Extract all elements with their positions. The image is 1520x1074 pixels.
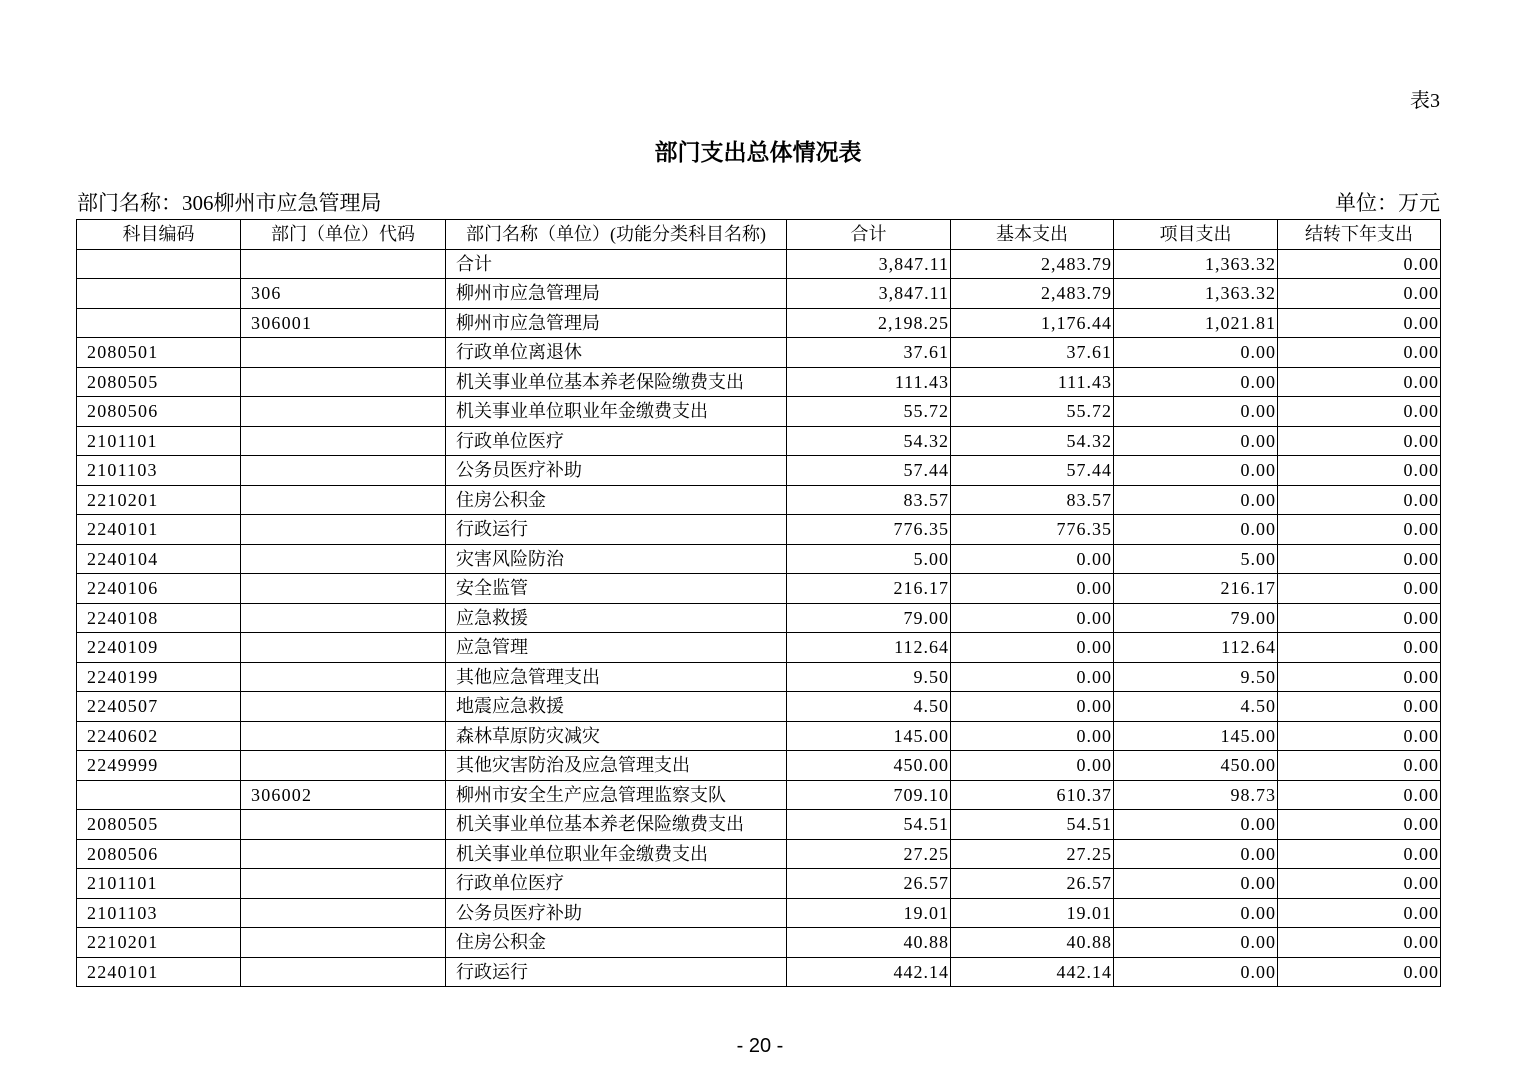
cell-subject-code xyxy=(77,249,241,279)
cell-carryover-expenditure: 0.00 xyxy=(1278,456,1441,486)
cell-project-expenditure: 0.00 xyxy=(1114,397,1278,427)
cell-unit-code xyxy=(241,662,446,692)
cell-unit-code xyxy=(241,544,446,574)
cell-item-name: 合计 xyxy=(446,249,787,279)
cell-unit-code: 306001 xyxy=(241,308,446,338)
table-row xyxy=(77,603,1441,633)
cell-subject-code: 2240602 xyxy=(77,721,241,751)
cell-basic-expenditure: 54.32 xyxy=(951,426,1114,456)
cell-total: 54.51 xyxy=(787,810,951,840)
cell-subject-code: 2080506 xyxy=(77,839,241,869)
cell-total: 3,847.11 xyxy=(787,249,951,279)
cell-unit-code xyxy=(241,249,446,279)
cell-unit-code xyxy=(241,603,446,633)
cell-total: 216.17 xyxy=(787,574,951,604)
cell-unit-code xyxy=(241,810,446,840)
cell-basic-expenditure: 0.00 xyxy=(951,574,1114,604)
cell-item-name: 柳州市应急管理局 xyxy=(446,308,787,338)
table-row xyxy=(77,515,1441,545)
cell-carryover-expenditure: 0.00 xyxy=(1278,810,1441,840)
cell-subject-code: 2240101 xyxy=(77,957,241,987)
cell-unit-code xyxy=(241,574,446,604)
cell-project-expenditure: 0.00 xyxy=(1114,338,1278,368)
cell-basic-expenditure: 57.44 xyxy=(951,456,1114,486)
cell-project-expenditure: 0.00 xyxy=(1114,367,1278,397)
cell-unit-code: 306 xyxy=(241,279,446,309)
cell-project-expenditure: 98.73 xyxy=(1114,780,1278,810)
cell-unit-code xyxy=(241,367,446,397)
cell-project-expenditure: 216.17 xyxy=(1114,574,1278,604)
cell-basic-expenditure: 37.61 xyxy=(951,338,1114,368)
cell-project-expenditure: 112.64 xyxy=(1114,633,1278,663)
cell-basic-expenditure: 2,483.79 xyxy=(951,249,1114,279)
cell-project-expenditure: 145.00 xyxy=(1114,721,1278,751)
cell-basic-expenditure: 54.51 xyxy=(951,810,1114,840)
cell-unit-code xyxy=(241,898,446,928)
cell-item-name: 机关事业单位职业年金缴费支出 xyxy=(446,397,787,427)
cell-item-name: 其他应急管理支出 xyxy=(446,662,787,692)
cell-unit-code xyxy=(241,928,446,958)
cell-subject-code: 2240101 xyxy=(77,515,241,545)
cell-project-expenditure: 0.00 xyxy=(1114,485,1278,515)
cell-subject-code: 2080505 xyxy=(77,810,241,840)
cell-subject-code: 2080501 xyxy=(77,338,241,368)
cell-basic-expenditure: 2,483.79 xyxy=(951,279,1114,309)
cell-carryover-expenditure: 0.00 xyxy=(1278,279,1441,309)
table-row xyxy=(77,957,1441,987)
cell-basic-expenditure: 0.00 xyxy=(951,692,1114,722)
cell-project-expenditure: 0.00 xyxy=(1114,456,1278,486)
cell-item-name: 其他灾害防治及应急管理支出 xyxy=(446,751,787,781)
table-row xyxy=(77,338,1441,368)
cell-total: 26.57 xyxy=(787,869,951,899)
table-row xyxy=(77,367,1441,397)
expenditure-table xyxy=(76,219,1441,987)
cell-subject-code: 2080506 xyxy=(77,397,241,427)
cell-total: 83.57 xyxy=(787,485,951,515)
cell-subject-code xyxy=(77,780,241,810)
cell-total: 54.32 xyxy=(787,426,951,456)
cell-carryover-expenditure: 0.00 xyxy=(1278,603,1441,633)
cell-project-expenditure: 1,363.32 xyxy=(1114,279,1278,309)
cell-unit-code xyxy=(241,839,446,869)
cell-subject-code: 2240507 xyxy=(77,692,241,722)
cell-carryover-expenditure: 0.00 xyxy=(1278,692,1441,722)
cell-carryover-expenditure: 0.00 xyxy=(1278,515,1441,545)
cell-project-expenditure: 0.00 xyxy=(1114,928,1278,958)
cell-carryover-expenditure: 0.00 xyxy=(1278,957,1441,987)
cell-project-expenditure: 0.00 xyxy=(1114,869,1278,899)
cell-total: 111.43 xyxy=(787,367,951,397)
cell-carryover-expenditure: 0.00 xyxy=(1278,397,1441,427)
cell-basic-expenditure: 0.00 xyxy=(951,603,1114,633)
cell-item-name: 行政运行 xyxy=(446,957,787,987)
cell-item-name: 柳州市应急管理局 xyxy=(446,279,787,309)
table-row xyxy=(77,633,1441,663)
cell-subject-code: 2210201 xyxy=(77,485,241,515)
cell-total: 27.25 xyxy=(787,839,951,869)
cell-basic-expenditure: 610.37 xyxy=(951,780,1114,810)
cell-subject-code: 2240104 xyxy=(77,544,241,574)
cell-unit-code: 306002 xyxy=(241,780,446,810)
cell-carryover-expenditure: 0.00 xyxy=(1278,485,1441,515)
cell-basic-expenditure: 83.57 xyxy=(951,485,1114,515)
cell-item-name: 应急管理 xyxy=(446,633,787,663)
table-row xyxy=(77,308,1441,338)
cell-project-expenditure: 4.50 xyxy=(1114,692,1278,722)
cell-project-expenditure: 0.00 xyxy=(1114,810,1278,840)
cell-basic-expenditure: 19.01 xyxy=(951,898,1114,928)
cell-item-name: 柳州市安全生产应急管理监察支队 xyxy=(446,780,787,810)
header-unit-code: 部门（单位）代码 xyxy=(241,220,446,250)
cell-project-expenditure: 450.00 xyxy=(1114,751,1278,781)
cell-basic-expenditure: 0.00 xyxy=(951,751,1114,781)
cell-unit-code xyxy=(241,721,446,751)
cell-item-name: 森林草原防灾减灾 xyxy=(446,721,787,751)
cell-subject-code: 2249999 xyxy=(77,751,241,781)
cell-item-name: 公务员医疗补助 xyxy=(446,898,787,928)
table-row xyxy=(77,397,1441,427)
cell-subject-code xyxy=(77,308,241,338)
cell-item-name: 行政单位离退休 xyxy=(446,338,787,368)
cell-total: 145.00 xyxy=(787,721,951,751)
cell-unit-code xyxy=(241,515,446,545)
table-row xyxy=(77,249,1441,279)
table-row xyxy=(77,780,1441,810)
table-row xyxy=(77,751,1441,781)
cell-carryover-expenditure: 0.00 xyxy=(1278,308,1441,338)
header-subject-code: 科目编码 xyxy=(77,220,241,250)
cell-total: 79.00 xyxy=(787,603,951,633)
cell-item-name: 安全监管 xyxy=(446,574,787,604)
table-row xyxy=(77,928,1441,958)
cell-project-expenditure: 0.00 xyxy=(1114,515,1278,545)
cell-carryover-expenditure: 0.00 xyxy=(1278,898,1441,928)
cell-subject-code: 2240106 xyxy=(77,574,241,604)
cell-carryover-expenditure: 0.00 xyxy=(1278,662,1441,692)
table-row xyxy=(77,692,1441,722)
cell-basic-expenditure: 0.00 xyxy=(951,721,1114,751)
cell-total: 442.14 xyxy=(787,957,951,987)
cell-subject-code: 2101103 xyxy=(77,456,241,486)
cell-item-name: 地震应急救援 xyxy=(446,692,787,722)
table-row xyxy=(77,574,1441,604)
table-row xyxy=(77,544,1441,574)
table-body xyxy=(77,249,1441,987)
table-row xyxy=(77,721,1441,751)
cell-total: 709.10 xyxy=(787,780,951,810)
page-title: 部门支出总体情况表 xyxy=(654,140,862,165)
cell-carryover-expenditure: 0.00 xyxy=(1278,338,1441,368)
cell-total: 450.00 xyxy=(787,751,951,781)
cell-carryover-expenditure: 0.00 xyxy=(1278,367,1441,397)
cell-total: 19.01 xyxy=(787,898,951,928)
cell-total: 3,847.11 xyxy=(787,279,951,309)
cell-subject-code: 2101101 xyxy=(77,426,241,456)
department-name-label: 部门名称：306柳州市应急管理局 xyxy=(77,191,382,215)
cell-carryover-expenditure: 0.00 xyxy=(1278,426,1441,456)
cell-item-name: 应急救援 xyxy=(446,603,787,633)
cell-carryover-expenditure: 0.00 xyxy=(1278,839,1441,869)
header-item-name: 部门名称（单位）(功能分类科目名称) xyxy=(446,220,787,250)
cell-item-name: 住房公积金 xyxy=(446,485,787,515)
cell-subject-code: 2240108 xyxy=(77,603,241,633)
cell-item-name: 行政运行 xyxy=(446,515,787,545)
cell-total: 37.61 xyxy=(787,338,951,368)
unit-label: 单位：万元 xyxy=(1335,191,1440,215)
cell-unit-code xyxy=(241,338,446,368)
cell-project-expenditure: 0.00 xyxy=(1114,898,1278,928)
cell-carryover-expenditure: 0.00 xyxy=(1278,633,1441,663)
cell-basic-expenditure: 0.00 xyxy=(951,544,1114,574)
cell-project-expenditure: 1,021.81 xyxy=(1114,308,1278,338)
table-row xyxy=(77,810,1441,840)
cell-unit-code xyxy=(241,456,446,486)
cell-carryover-expenditure: 0.00 xyxy=(1278,780,1441,810)
cell-unit-code xyxy=(241,633,446,663)
cell-subject-code: 2101101 xyxy=(77,869,241,899)
cell-basic-expenditure: 27.25 xyxy=(951,839,1114,869)
cell-carryover-expenditure: 0.00 xyxy=(1278,574,1441,604)
cell-basic-expenditure: 0.00 xyxy=(951,662,1114,692)
cell-total: 57.44 xyxy=(787,456,951,486)
cell-basic-expenditure: 0.00 xyxy=(951,633,1114,663)
cell-total: 55.72 xyxy=(787,397,951,427)
cell-subject-code: 2240199 xyxy=(77,662,241,692)
header-project-expenditure: 项目支出 xyxy=(1114,220,1278,250)
cell-subject-code: 2210201 xyxy=(77,928,241,958)
table-header-row xyxy=(77,220,1441,250)
cell-basic-expenditure: 442.14 xyxy=(951,957,1114,987)
table-row xyxy=(77,869,1441,899)
cell-project-expenditure: 0.00 xyxy=(1114,426,1278,456)
cell-subject-code: 2240109 xyxy=(77,633,241,663)
cell-total: 2,198.25 xyxy=(787,308,951,338)
cell-total: 9.50 xyxy=(787,662,951,692)
cell-total: 776.35 xyxy=(787,515,951,545)
table-row xyxy=(77,898,1441,928)
cell-subject-code: 2080505 xyxy=(77,367,241,397)
cell-carryover-expenditure: 0.00 xyxy=(1278,928,1441,958)
cell-subject-code: 2101103 xyxy=(77,898,241,928)
page-number: - 20 - xyxy=(736,1035,784,1057)
table-row xyxy=(77,279,1441,309)
cell-item-name: 公务员医疗补助 xyxy=(446,456,787,486)
cell-item-name: 行政单位医疗 xyxy=(446,426,787,456)
cell-item-name: 行政单位医疗 xyxy=(446,869,787,899)
table-row xyxy=(77,456,1441,486)
table-row xyxy=(77,839,1441,869)
cell-carryover-expenditure: 0.00 xyxy=(1278,869,1441,899)
cell-unit-code xyxy=(241,485,446,515)
cell-carryover-expenditure: 0.00 xyxy=(1278,751,1441,781)
table-row xyxy=(77,426,1441,456)
cell-project-expenditure: 5.00 xyxy=(1114,544,1278,574)
cell-unit-code xyxy=(241,957,446,987)
cell-item-name: 住房公积金 xyxy=(446,928,787,958)
cell-basic-expenditure: 111.43 xyxy=(951,367,1114,397)
cell-total: 40.88 xyxy=(787,928,951,958)
header-basic-expenditure: 基本支出 xyxy=(951,220,1114,250)
cell-carryover-expenditure: 0.00 xyxy=(1278,544,1441,574)
cell-project-expenditure: 1,363.32 xyxy=(1114,249,1278,279)
cell-total: 112.64 xyxy=(787,633,951,663)
header-total: 合计 xyxy=(787,220,951,250)
table-number-label: 表3 xyxy=(1410,90,1440,112)
cell-project-expenditure: 79.00 xyxy=(1114,603,1278,633)
cell-basic-expenditure: 26.57 xyxy=(951,869,1114,899)
table-row xyxy=(77,662,1441,692)
cell-unit-code xyxy=(241,397,446,427)
cell-carryover-expenditure: 0.00 xyxy=(1278,249,1441,279)
cell-carryover-expenditure: 0.00 xyxy=(1278,721,1441,751)
cell-unit-code xyxy=(241,692,446,722)
cell-item-name: 机关事业单位职业年金缴费支出 xyxy=(446,839,787,869)
cell-item-name: 机关事业单位基本养老保险缴费支出 xyxy=(446,810,787,840)
cell-subject-code xyxy=(77,279,241,309)
cell-total: 4.50 xyxy=(787,692,951,722)
cell-basic-expenditure: 1,176.44 xyxy=(951,308,1114,338)
cell-total: 5.00 xyxy=(787,544,951,574)
cell-project-expenditure: 0.00 xyxy=(1114,957,1278,987)
cell-unit-code xyxy=(241,426,446,456)
cell-basic-expenditure: 40.88 xyxy=(951,928,1114,958)
cell-project-expenditure: 0.00 xyxy=(1114,839,1278,869)
cell-unit-code xyxy=(241,869,446,899)
table-row xyxy=(77,485,1441,515)
cell-unit-code xyxy=(241,751,446,781)
cell-item-name: 机关事业单位基本养老保险缴费支出 xyxy=(446,367,787,397)
cell-basic-expenditure: 55.72 xyxy=(951,397,1114,427)
cell-project-expenditure: 9.50 xyxy=(1114,662,1278,692)
header-carryover-expenditure: 结转下年支出 xyxy=(1278,220,1441,250)
cell-item-name: 灾害风险防治 xyxy=(446,544,787,574)
cell-basic-expenditure: 776.35 xyxy=(951,515,1114,545)
